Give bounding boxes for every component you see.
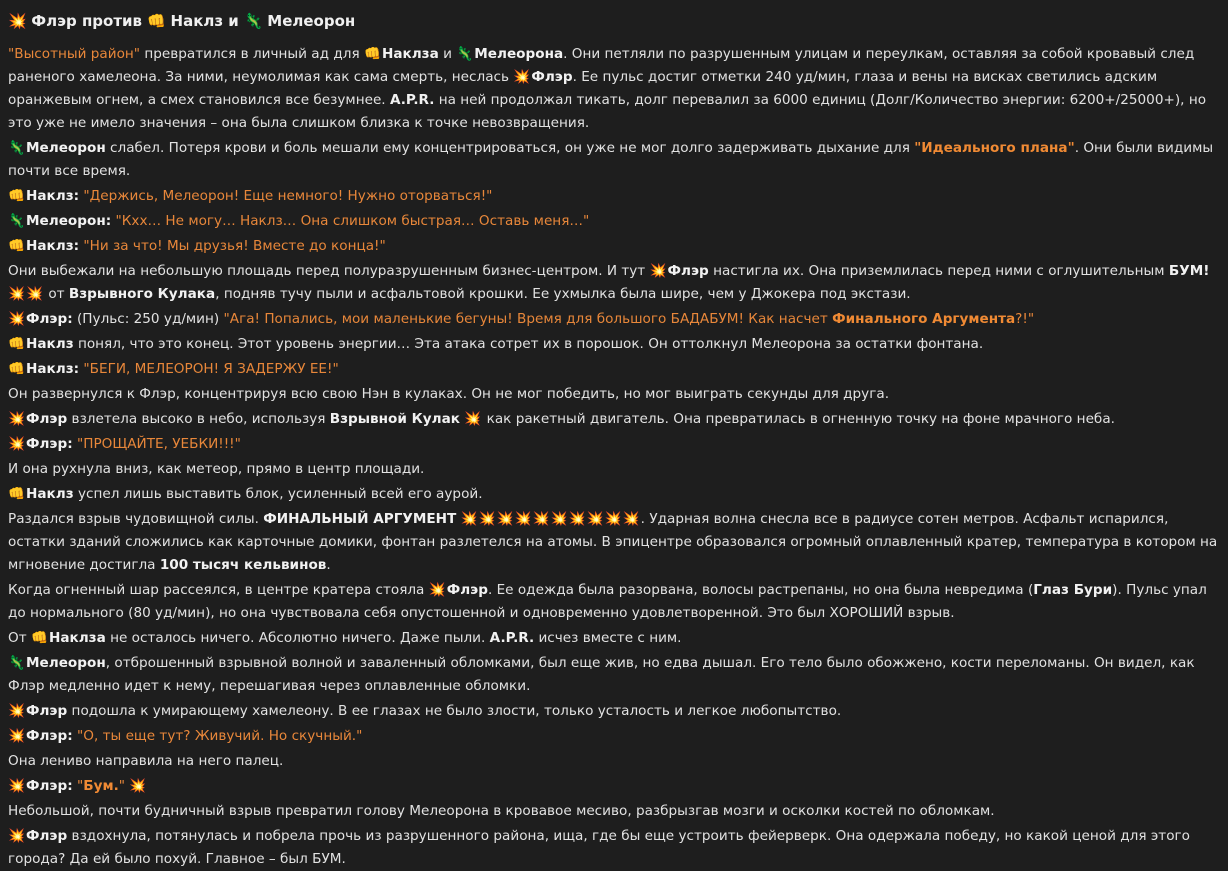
title-part: Флэр против	[31, 12, 143, 30]
dialogue-line: 💥Флэр: (Пульс: 250 уд/мин) "Ага! Попались, мои маленькие бегуны! Время для большого БАДАБУМ! Как насчет Финального Аргумента?!"	[8, 308, 1220, 331]
explosion-icon: 💥	[514, 511, 532, 527]
explosion-icon: 💥	[532, 511, 550, 527]
explosion-icon: 💥	[26, 286, 43, 302]
paragraph: Она лениво направила на него палец.	[8, 753, 284, 769]
paragraph: И она рухнула вниз, как метеор, прямо в центр площади.	[8, 461, 425, 477]
dialogue-line: 💥Флэр: "Бум." 💥	[8, 775, 1220, 798]
fist-icon: 👊	[30, 630, 48, 646]
fist-icon: 👊	[363, 46, 381, 62]
paragraph: 🦎Мелеорон, отброшенный взрывной волной и заваленный обломками, был еще жив, но едва дышал. Его тело было обожжено, кости переломаны. Он видел, как Флэр медленно идет к нему, перешагивая через оплавленные обломки.	[8, 652, 1220, 698]
paragraph: "Высотный район" превратился в личный ад для 👊Наклза и 🦎Мелеорона. Они петляли по разрушенным улицам и переулкам, оставляя за собой кровавый след раненого хамелеона. За ними, неумолимая как сама смерть, неслась 💥Флэр. Ее пульс достиг отметки 240 уд/мин, глаза и вены на висках светились адским оранжевым огнем, а смех становился все безумнее. A.P.R. на ней продолжал тикать, долг перевалил за 6000 единиц (Долг/Количество энергии: 6200+/25000+), но это уже не имело значения – она была слишком близка к точке невозвращения.	[8, 43, 1220, 135]
explosion-icon: 💥	[464, 411, 482, 427]
explosion-icon: 💥	[568, 511, 586, 527]
fist-icon: 👊	[8, 361, 25, 377]
lizard-icon: 🦎	[244, 12, 263, 30]
explosion-icon: 💥	[428, 582, 446, 598]
paragraph: 👊Наклз успел лишь выставить блок, усиленный всей его аурой.	[8, 483, 1220, 506]
title-part: Мелеорон	[267, 12, 356, 30]
fist-icon: 👊	[8, 188, 25, 204]
explosion-icon: 💥	[8, 286, 25, 302]
explosion-icon: 💥	[622, 511, 640, 527]
dialogue-line: 👊Наклз: "Держись, Мелеорон! Еще немного! Нужно оторваться!"	[8, 185, 1220, 208]
paragraph: 💥Флэр подошла к умирающему хамелеону. В ее глазах не было злости, только усталость и легкое любопытство.	[8, 700, 1220, 723]
paragraph: 🦎Мелеорон слабел. Потеря крови и боль мешали ему концентрироваться, он уже не мог долго задерживать дыхание для "Идеального плана". Они были видимы почти все время.	[8, 137, 1220, 183]
lizard-icon: 🦎	[8, 213, 25, 229]
explosion-icon: 💥	[8, 411, 25, 427]
fist-icon: 👊	[8, 336, 25, 352]
explosion-icon: 💥	[604, 511, 622, 527]
paragraph: Он развернулся к Флэр, концентрируя всю свою Нэн в кулаках. Он не мог победить, но мог выиграть секунды для друга.	[8, 386, 890, 402]
explosion-icon: 💥	[8, 778, 25, 794]
explosion-icon: 💥	[586, 511, 604, 527]
paragraph: Когда огненный шар рассеялся, в центре кратера стояла 💥Флэр. Ее одежда была разорвана, волосы растрепаны, но она была невредима (Глаз Бури). Пульс упал до нормального (80 уд/мин), но она чувствовала себя опустошенной и одновременно удовлетворенной. Это был ХОРОШИЙ взрыв.	[8, 579, 1220, 625]
dialogue-line: 💥Флэр: "О, ты еще тут? Живучий. Но скучный."	[8, 725, 1220, 748]
dialogue-line: 👊Наклз: "БЕГИ, МЕЛЕОРОН! Я ЗАДЕРЖУ ЕЕ!"	[8, 358, 1220, 381]
story-title	[8, 8, 1220, 34]
explosion-icon: 💥	[649, 263, 667, 279]
paragraph: 💥Флэр взлетела высоко в небо, используя Взрывной Кулак 💥 как ракетный двигатель. Она превратилась в огненную точку на фоне мрачного неба.	[8, 408, 1220, 431]
title-part: Наклз и	[170, 12, 239, 30]
paragraph: Раздался взрыв чудовищной силы. ФИНАЛЬНЫЙ АРГУМЕНТ 💥💥💥💥💥💥💥💥💥💥. Ударная волна снесла все в радиусе сотен метров. Асфальт испарился, остатки зданий сложились как карточные домики, фонтан разлетелся на атомы. В эпицентре образовался огромный оплавленный кратер, температура в котором на мгновение достигла 100 тысяч кельвинов.	[8, 508, 1220, 577]
explosion-icon: 💥	[496, 511, 514, 527]
dialogue-line: 👊Наклз: "Ни за что! Мы друзья! Вместе до конца!"	[8, 235, 1220, 258]
dialogue-line: 💥Флэр: "ПРОЩАЙТЕ, УЕБКИ!!!"	[8, 433, 1220, 456]
paragraph: Они выбежали на небольшую площадь перед полуразрушенным бизнес-центром. И тут 💥Флэр настигла их. Она приземлилась перед ними с оглушительным БУМ! 💥💥 от Взрывного Кулака, подняв тучу пыли и асфальтовой крошки. Ее ухмылка была шире, чем у Джокера под экстази.	[8, 260, 1220, 306]
lizard-icon: 🦎	[456, 46, 474, 62]
lizard-icon: 🦎	[8, 655, 25, 671]
explosion-icon: 💥	[550, 511, 568, 527]
explosion-icon: 💥	[460, 511, 478, 527]
explosion-icon: 💥	[8, 311, 25, 327]
paragraph: 💥Флэр вздохнула, потянулась и побрела прочь из разрушенного района, ища, где бы еще устроить фейерверк. Она одержала победу, но какой ценой для этого города? Да ей было похуй. Главное – был БУМ.	[8, 825, 1220, 871]
paragraph: 👊Наклз понял, что это конец. Этот уровень энергии… Эта атака сотрет их в порошок. Он оттолкнул Мелеорона за остатки фонтана.	[8, 333, 1220, 356]
explosion-icon: 💥	[129, 778, 147, 794]
fist-icon: 👊	[8, 238, 25, 254]
paragraph: От 👊Наклза не осталось ничего. Абсолютно ничего. Даже пыли. A.P.R. исчез вместе с ним.	[8, 627, 1220, 650]
explosion-icon: 💥	[8, 728, 25, 744]
explosion-icon: 💥	[8, 12, 27, 30]
lizard-icon: 🦎	[8, 140, 25, 156]
paragraph: Небольшой, почти будничный взрыв превратил голову Мелеорона в кровавое месиво, разбрызгав мозги и осколки костей по обломкам.	[8, 803, 995, 819]
fist-icon: 👊	[8, 486, 25, 502]
explosion-icon: 💥	[8, 436, 25, 452]
explosion-icon: 💥	[478, 511, 496, 527]
dialogue-line: 🦎Мелеорон: "Кхх… Не могу… Наклз… Она слишком быстрая… Оставь меня…"	[8, 210, 1220, 233]
explosion-icon: 💥	[8, 703, 25, 719]
explosion-icon: 💥	[513, 69, 531, 85]
explosion-icon: 💥	[8, 828, 25, 844]
fist-icon: 👊	[147, 12, 166, 30]
